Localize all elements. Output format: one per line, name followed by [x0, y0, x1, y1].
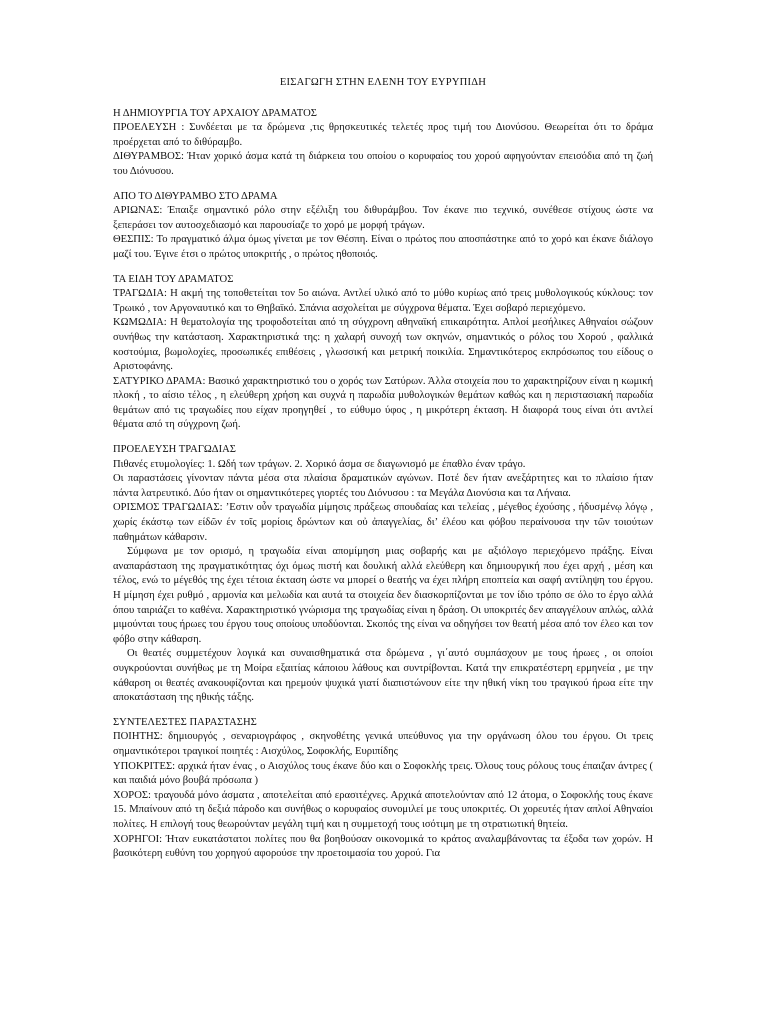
- document-title: ΕΙΣΑΓΩΓΗ ΣΤΗΝ ΕΛΕΝΗ ΤΟΥ ΕΥΡΥΠΙΔΗ: [279, 77, 487, 88]
- paragraph: ΠΡΟΕΛΕΥΣΗ : Συνδέεται με τα δρώμενα ,τις θρησκευτικές τελετές προς τιμή του Διονύσου. Θεωρείται ότι το δράμα προέρχεται από το διθύραμβο.: [113, 122, 653, 148]
- section-heading: ΣΥΝΤΕΛΕΣΤΕΣ ΠΑΡΑΣΤΑΣΗΣ: [113, 716, 257, 728]
- paragraph: Πιθανές ετυμολογίες: 1. Ωδή των τράγων. 2. Χορικό άσμα σε διαγωνισμό με έπαθλο έναν τράγο.: [113, 458, 526, 470]
- paragraph: ΧΟΡΗΓΟΙ: Ήταν ευκατάστατοι πολίτες που θα βοηθούσαν οικονομικά το κράτος αναλαμβάνοντας τα έξοδα των χορών. Η βασικότερη ευθύνη του χορηγού αφορούσε την προετοιμασία του χορού. Για: [113, 833, 653, 860]
- section-heading: ΑΠΟ ΤΟ ΔΙΘΥΡΑΜΒΟ ΣΤΟ ΔΡΑΜΑ: [113, 190, 278, 202]
- section-heading: ΠΡΟΕΛΕΥΣΗ ΤΡΑΓΩΔΙΑΣ: [113, 444, 236, 456]
- paragraph: ΚΩΜΩΔΙΑ: Η θεματολογία της τροφοδοτείται από τη σύγχρονη αθηναϊκή επικαιρότητα. Απλοί μεσήλικες Αθηναίοι σώζουν συνήθως την κατάσταση. Χαρακτηριστικά της: η χαλαρή συνοχή των σκηνών, σημαντικός ο ρόλος του Χορού , φαλλικά κοστούμια, βωμολοχίες, προσωπικές επιθέσεις , γλωσσική και μετρική ποικιλία. Σημαντικότερος εκπρόσωπος του είδους ο Αριστοφάνης.: [113, 317, 653, 373]
- paragraph: ΠΟΙΗΤΗΣ: δημιουργός , σεναριογράφος , σκηνοθέτης γενικά υπεύθυνος για την οργάνωση όλου του έργου. Οι τρεις σημαντικότεροι τραγικοί ποιητές : Αισχύλος, Σοφοκλής, Ευριπίδης: [113, 731, 653, 757]
- paragraph: Οι παραστάσεις γίνονταν πάντα μέσα στα πλαίσια δραματικών αγώνων. Ποτέ δεν ήταν ανεξάρτητες και το πλαίσιο ήταν πάντα λατρευτικό. Δύο ήταν οι σημαντικότερες γιορτές του Διόνυσου : τα Μεγάλα Διονύσια και τα Λήναια.: [113, 473, 653, 499]
- paragraph: ΘΕΣΠΙΣ: Το πραγματικό άλμα όμως γίνεται με τον Θέσπη. Είναι ο πρώτος που αποσπάστηκε από το χορό και έκανε διάλογο μαζί του. Έγινε έτσι ο πρώτος υποκριτής , ο πρώτος ηθοποιός.: [113, 234, 653, 260]
- paragraph: Οι θεατές συμμετέχουν λογικά και συναισθηματικά στα δρώμενα , γι΄αυτό συμπάσχουν με τους ήρωες , οι οποίοι συγκρούονται συνήθως με τη Μοίρα εξαιτίας κάποιου λάθους και συντρίβονται. Κατά την επικρατέστερη ερμηνεία , με την κάθαρση οι θεατές ανακουφίζονται και ηρεμούν ψυχικά γιατί διαπιστώνουν είτε την ηθική νίκη του τραγικού ήρωα είτε την αποκατάσταση της ηθικής τάξης.: [113, 648, 653, 704]
- section-heading: ΤΑ ΕΙΔΗ ΤΟΥ ΔΡΑΜΑΤΟΣ: [113, 273, 234, 285]
- section-tragedy-origin: [113, 443, 653, 706]
- section-dithyramb-to-drama: [113, 190, 653, 263]
- paragraph: ΔΙΘΥΡΑΜΒΟΣ: Ήταν χορικό άσμα κατά τη διάρκεια του οποίου ο κορυφαίος του χορού αφηγούνταν επεισόδια από τη ζωή του Διόνυσου.: [113, 151, 653, 177]
- section-contributors: [113, 716, 653, 862]
- paragraph: ΧΟΡΟΣ: τραγουδά μόνο άσματα , αποτελείται από ερασιτέχνες. Αρχικά αποτελούνταν από 12 άτομα, ο Σοφοκλής τους έκανε 15. Μπαίνουν από τη δεξιά πάροδο και συνήθως ο κορυφαίος συνομιλεί με τους υποκριτές. Οι χορευτές ήταν απλοί Αθηναίοι πολίτες. Η επιλογή τους θεωρούνταν μεγάλη τιμή και η συμμετοχή τους ισότιμη με τη στρατιωτική θητεία.: [113, 789, 653, 830]
- paragraph: Σύμφωνα με τον ορισμό, η τραγωδία είναι απομίμηση μιας σοβαρής και με αξιόλογο περιεχόμενο πράξης. Είναι αναπαράσταση της πραγματικότητας όχι όμως πιστή και δουλική αλλά ελεύθερη και δημιουργική που έχει αρχή , μέση και τέλος, ενώ το μέγεθός της έχει τέτοια έκταση ώστε να μπορεί ο θεατής να έχει πλήρη εποπτεία και σαφή αντίληψη του έργου. Η μίμηση έχει ρυθμό , αρμονία και μελωδία και αυτά τα στοιχεία δεν διασκορπίζονται με τον ίδιο τρόπο σε όλο το έργο αλλά όπου ταιριάζει το καθένα. Χαρακτηριστικό γνώρισμα της τραγωδίας είναι η δράση. Οι υποκριτές δεν απαγγέλουν απλώς, αλλά μιμούνται τους ήρωες του έργου τους οποίους υποδύονται. Σκοπός της είναι να οδηγήσει τον θεατή μέσα από τον έλεο και τον φόβο στην κάθαρση.: [113, 546, 653, 645]
- document-body: [113, 76, 653, 862]
- section-drama-types: [113, 273, 653, 434]
- paragraph: ΥΠΟΚΡΙΤΕΣ: αρχικά ήταν ένας , ο Αισχύλος τους έκανε δύο και ο Σοφοκλής τρεις. Όλους τους ρόλους τους έπαιζαν άντρες ( και παιδιά μόνο βουβά πρόσωπα ): [113, 760, 653, 787]
- paragraph: ΣΑΤΥΡΙΚΟ ΔΡΑΜΑ: Βασικό χαρακτηριστικό του ο χορός των Σατύρων. Άλλα στοιχεία που το χαρακτηρίζουν είναι η κωμική πλοκή , το αίσιο τέλος , η ελεύθερη χρήση και συχνά η παρωδία μυθολογικών θεμάτων καθώς και η περιστασιακή παρωδία θεμάτων από τις τραγωδίες που είχαν προηγηθεί , το εύθυμο ύφος , η μικρότερη έκταση. Η διαφορά τους είναι ότι αντλεί θέματα από τη σύγχρονη ζωή.: [113, 375, 653, 431]
- section-heading: Η ΔΗΜΙΟΥΡΓΙΑ ΤΟΥ ΑΡΧΑΙΟΥ ΔΡΑΜΑΤΟΣ: [113, 107, 317, 119]
- paragraph: ΑΡΙΩΝΑΣ: Έπαιξε σημαντικό ρόλο στην εξέλιξη του διθυράμβου. Τον έκανε πιο τεχνικό, συνέθεσε στίχους ώστε να ξεπεράσει τον αυτοσχεδιασμό και παρουσίαζε το χορό με μορφή τράγων.: [113, 205, 653, 231]
- paragraph: ΤΡΑΓΩΔΙΑ: Η ακμή της τοποθετείται τον 5ο αιώνα. Αντλεί υλικό από το μύθο κυρίως από τρεις μυθολογικούς κύκλους: τον Τρωικό , τον Αργοναυτικό και το Θηβαϊκό. Σπάνια ασχολείται με σύγχρονα θέματα. Έχει σοβαρό περιεχόμενο.: [113, 288, 653, 314]
- section-origin: [113, 107, 653, 180]
- paragraph: ΟΡΙΣΜΟΣ ΤΡΑΓΩΔΙΑΣ: ’Εστιν οὖν τραγωδία μίμησις πράξεως σπουδαίας και τελείας , μέγεθος έχούσης , ήδυσμένῳ λόγῳ , χωρίς έκάστῳ των είδῶν έν τοῖς μορίοις δρώντων και οὐ ἀπαγγελίας, δι’ έλέου και φόβου περαίνουσα την τῶν τοιούτων παθημάτων κάθαρσιν.: [113, 502, 653, 543]
